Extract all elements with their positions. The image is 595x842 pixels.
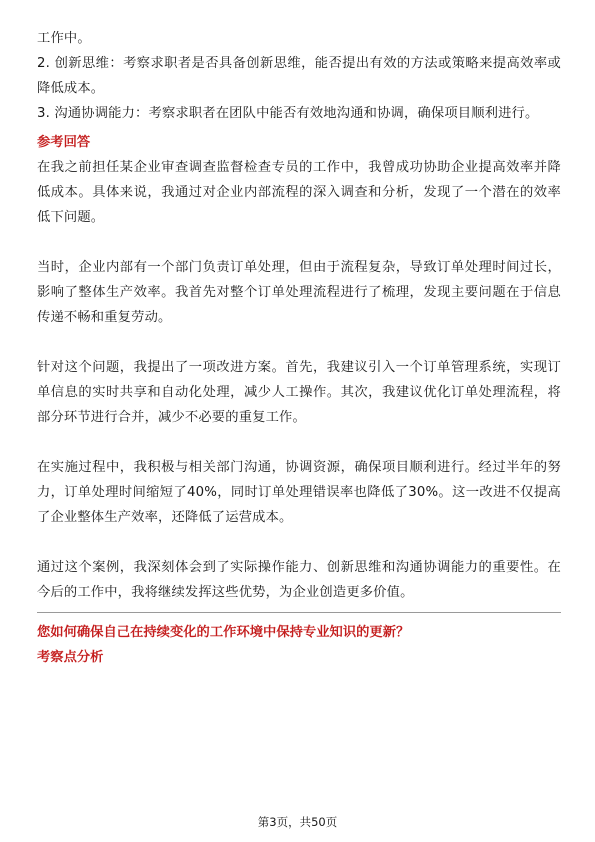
- criterion-communication: 3. 沟通协调能力：考察求职者在团队中能否有效地沟通和协调，确保项目顺利进行。: [37, 106, 539, 121]
- answer-heading: 参考回答: [37, 135, 91, 150]
- criterion-creativity: 2. 创新思维：考察求职者是否具备创新思维，能否提出有效的方法或策略来提高效率或降低成本。: [37, 56, 561, 96]
- analysis-heading: 考察点分析: [37, 650, 104, 665]
- section-divider: [37, 612, 561, 613]
- question-title: 您如何确保自己在持续变化的工作环境中保持专业知识的更新？: [37, 625, 410, 640]
- page-number: 第3页，共50页: [257, 815, 338, 829]
- answer-paragraph-1: 在我之前担任某企业审查调查监督检查专员的工作中，我曾成功协助企业提高效率并降低成本。具体来说，我通过对企业内部流程的深入调查和分析，发现了一个潜在的效率低下问题。: [37, 160, 561, 225]
- answer-paragraph-4: 在实施过程中，我积极与相关部门沟通，协调资源，确保项目顺利进行。经过半年的努力，订单处理时间缩短了40%，同时订单处理错误率也降低了30%。这一改进不仅提高了企业整体生产效率，还降低了运营成本。: [37, 460, 561, 525]
- document-page: [37, 26, 561, 670]
- intro-tail: 工作中。: [37, 31, 91, 46]
- answer-paragraph-5: 通过这个案例，我深刻体会到了实际操作能力、创新思维和沟通协调能力的重要性。在今后的工作中，我将继续发挥这些优势，为企业创造更多价值。: [37, 560, 561, 600]
- answer-paragraph-3: 针对这个问题，我提出了一项改进方案。首先，我建议引入一个订单管理系统，实现订单信息的实时共享和自动化处理，减少人工操作。其次，我建议优化订单处理流程，将部分环节进行合并，减少不必要的重复工作。: [37, 360, 561, 425]
- answer-paragraph-2: 当时，企业内部有一个部门负责订单处理，但由于流程复杂，导致订单处理时间过长，影响了整体生产效率。我首先对整个订单处理流程进行了梳理，发现主要问题在于信息传递不畅和重复劳动。: [37, 260, 561, 325]
